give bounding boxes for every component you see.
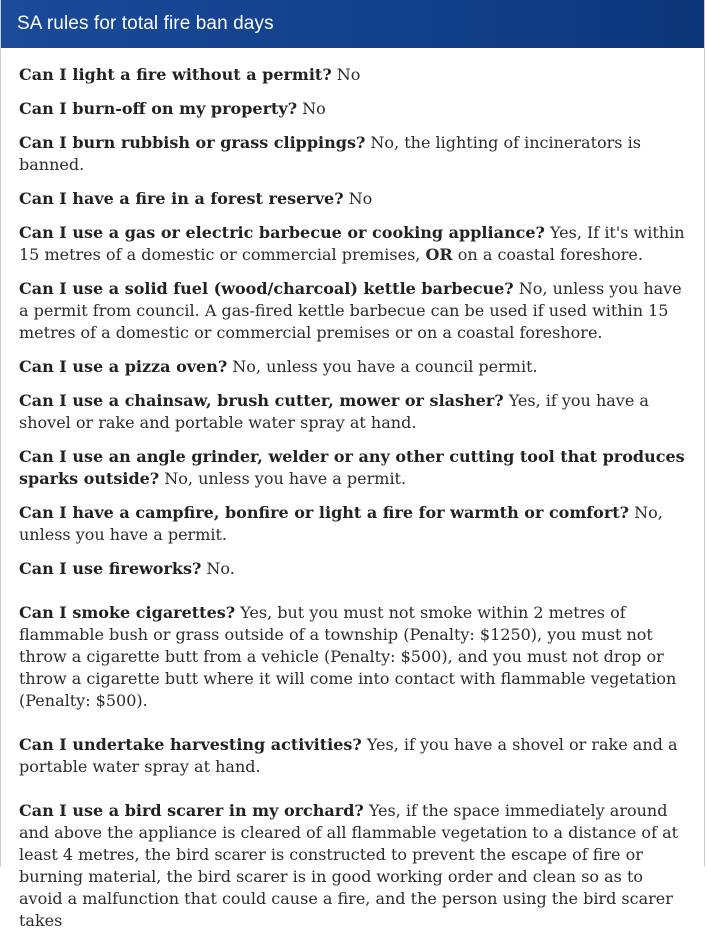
- rule-answer: No: [297, 99, 326, 118]
- rule-item: [19, 602, 688, 712]
- rule-item: [19, 390, 688, 434]
- rule-answer: Yes, if you have a shovel or rake and portable water spray at hand.: [19, 391, 649, 432]
- rule-question: Can I use a solid fuel (wood/charcoal) kettle barbecue?: [19, 279, 514, 298]
- rule-item: [19, 132, 688, 176]
- panel-title: SA rules for total fire ban days: [17, 13, 274, 34]
- rule-question: Can I use a gas or electric barbecue or cooking appliance?: [19, 223, 545, 242]
- rule-item: [19, 446, 688, 490]
- rule-answer: No: [331, 65, 361, 84]
- rule-item: [19, 734, 688, 778]
- rule-question: Can I light a fire without a permit?: [19, 65, 332, 84]
- rule-answer: No, unless you have a permit.: [19, 503, 663, 544]
- rule-answer: No.: [201, 559, 235, 578]
- rule-question: Can I have a campfire, bonfire or light a fire for warmth or comfort?: [19, 503, 630, 522]
- rules-list: [1, 48, 704, 932]
- rule-question: Can I use fireworks?: [19, 559, 202, 578]
- rule-answer: No: [343, 189, 373, 208]
- rule-item: [19, 98, 688, 120]
- rule-item: [19, 222, 688, 266]
- rule-item: [19, 64, 688, 86]
- rule-answer: Yes, If it's within 15 metres of a domestic or commercial premises,: [19, 223, 685, 264]
- rule-question: Can I have a fire in a forest reserve?: [19, 189, 344, 208]
- rule-question: Can I burn rubbish or grass clippings?: [19, 133, 366, 152]
- rule-question: Can I use a pizza oven?: [19, 357, 228, 376]
- panel-header: [1, 0, 704, 48]
- rule-item: [19, 356, 688, 378]
- rule-answer: No, the lighting of incinerators is banned.: [19, 133, 641, 174]
- rule-question: Can I use an angle grinder, welder or any other cutting tool that produces sparks outside?: [19, 447, 685, 488]
- rule-answer-emphasis: OR: [425, 245, 453, 264]
- rule-answer: Yes, if you have a shovel or rake and a portable water spray at hand.: [19, 735, 678, 776]
- rule-item: [19, 558, 688, 580]
- rule-item: [19, 278, 688, 344]
- rule-answer: No, unless you have a permit.: [159, 469, 407, 488]
- rule-answer: Yes, but you must not smoke within 2 metres of flammable bush or grass outside of a township (Penalty: $1250), you must not throw a cigarette butt from a vehicle (Penalty: $500), and you must not drop or throw a cigarette butt where it will come into contact with flammable vegetation (Penalty: $500).: [19, 603, 677, 710]
- rule-question: Can I use a chainsaw, brush cutter, mower or slasher?: [19, 391, 504, 410]
- rule-answer-continued: on a coastal foreshore.: [452, 245, 643, 264]
- rule-item: [19, 800, 688, 932]
- rule-answer: No, unless you have a permit from council. A gas-fired kettle barbecue can be used if used within 15 metres of a domestic or commercial premises or on a coastal foreshore.: [19, 279, 682, 342]
- rule-answer: No, unless you have a council permit.: [227, 357, 538, 376]
- rule-item: [19, 502, 688, 546]
- rule-question: Can I undertake harvesting activities?: [19, 735, 362, 754]
- rule-question: Can I burn-off on my property?: [19, 99, 298, 118]
- rule-answer: Yes, if the space immediately around and above the appliance is cleared of all flammable vegetation to a distance of at least 4 metres, the bird scarer is constructed to prevent the escape of fire or burning material, the bird scarer is in good working order and clean so as to avoid a malfunction that could cause a fire, and the person using the bird scarer takes: [19, 801, 679, 930]
- rule-question: Can I use a bird scarer in my orchard?: [19, 801, 364, 820]
- rule-question: Can I smoke cigarettes?: [19, 603, 236, 622]
- rule-item: [19, 188, 688, 210]
